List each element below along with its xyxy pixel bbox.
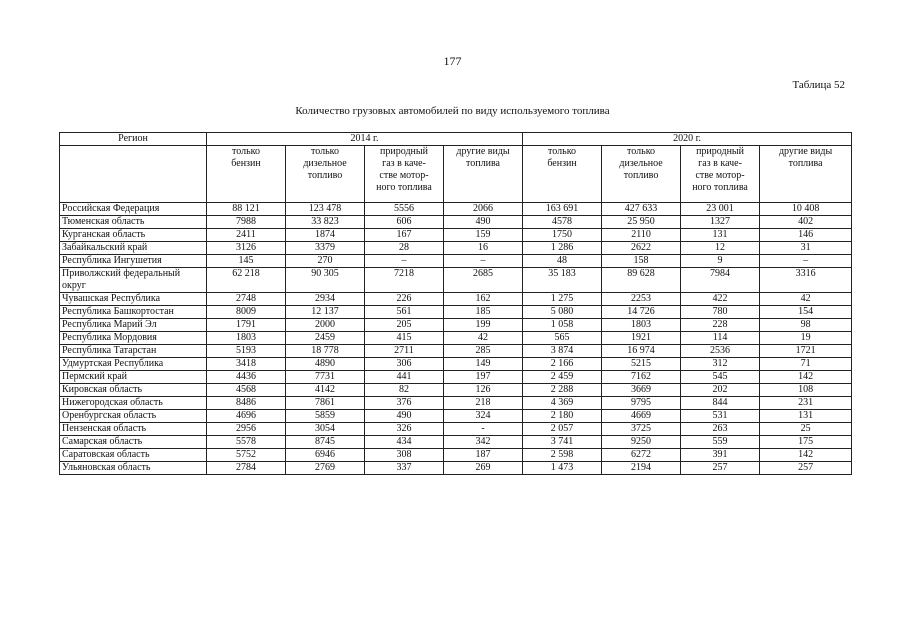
value-cell: 9250 bbox=[602, 436, 681, 449]
value-cell: 3316 bbox=[760, 268, 852, 293]
col-header-diesel: только дизельное топливо bbox=[286, 146, 365, 203]
header-year-2014: 2014 г. bbox=[207, 133, 523, 146]
value-cell: 6946 bbox=[286, 449, 365, 462]
value-cell: 5 080 bbox=[523, 306, 602, 319]
value-cell: 2 166 bbox=[523, 358, 602, 371]
value-cell: 285 bbox=[444, 345, 523, 358]
table-row bbox=[60, 216, 852, 229]
header-region-blank bbox=[60, 146, 207, 203]
value-cell: 2110 bbox=[602, 229, 681, 242]
value-cell: 427 633 bbox=[602, 203, 681, 216]
value-cell: 2685 bbox=[444, 268, 523, 293]
region-cell: Тюменская область bbox=[60, 216, 207, 229]
value-cell: 780 bbox=[681, 306, 760, 319]
value-cell: 4696 bbox=[207, 410, 286, 423]
value-cell: 131 bbox=[760, 410, 852, 423]
value-cell: 2622 bbox=[602, 242, 681, 255]
value-cell: 71 bbox=[760, 358, 852, 371]
table-row bbox=[60, 332, 852, 345]
value-cell: 565 bbox=[523, 332, 602, 345]
table-row bbox=[60, 462, 852, 475]
value-cell: 7988 bbox=[207, 216, 286, 229]
value-cell: 326 bbox=[365, 423, 444, 436]
table-row bbox=[60, 203, 852, 216]
value-cell: 2 598 bbox=[523, 449, 602, 462]
region-cell: Республика Башкортостан bbox=[60, 306, 207, 319]
value-cell: 270 bbox=[286, 255, 365, 268]
region-cell: Приволжский федеральный округ bbox=[60, 268, 207, 293]
value-cell: 3126 bbox=[207, 242, 286, 255]
value-cell: 23 001 bbox=[681, 203, 760, 216]
value-cell: 3669 bbox=[602, 384, 681, 397]
value-cell: 4890 bbox=[286, 358, 365, 371]
value-cell: 490 bbox=[444, 216, 523, 229]
value-cell: 1 473 bbox=[523, 462, 602, 475]
value-cell: 14 726 bbox=[602, 306, 681, 319]
table-row bbox=[60, 397, 852, 410]
value-cell: 33 823 bbox=[286, 216, 365, 229]
value-cell: 163 691 bbox=[523, 203, 602, 216]
region-cell: Курганская область bbox=[60, 229, 207, 242]
value-cell: 2066 bbox=[444, 203, 523, 216]
value-cell: 10 408 bbox=[760, 203, 852, 216]
table-row bbox=[60, 371, 852, 384]
value-cell: 490 bbox=[365, 410, 444, 423]
table-row bbox=[60, 229, 852, 242]
region-cell: Республика Марий Эл bbox=[60, 319, 207, 332]
value-cell: 391 bbox=[681, 449, 760, 462]
col-header-gasoline: только бензин bbox=[523, 146, 602, 203]
value-cell: 531 bbox=[681, 410, 760, 423]
value-cell: 2459 bbox=[286, 332, 365, 345]
value-cell: 2 459 bbox=[523, 371, 602, 384]
value-cell: 263 bbox=[681, 423, 760, 436]
value-cell: 145 bbox=[207, 255, 286, 268]
value-cell: 8009 bbox=[207, 306, 286, 319]
value-cell: – bbox=[365, 255, 444, 268]
fuel-table bbox=[59, 132, 852, 475]
region-cell: Нижегородская область bbox=[60, 397, 207, 410]
value-cell: 159 bbox=[444, 229, 523, 242]
value-cell: 131 bbox=[681, 229, 760, 242]
table-row bbox=[60, 384, 852, 397]
value-cell: 312 bbox=[681, 358, 760, 371]
value-cell: 1750 bbox=[523, 229, 602, 242]
value-cell: 6272 bbox=[602, 449, 681, 462]
value-cell: 19 bbox=[760, 332, 852, 345]
table-row bbox=[60, 410, 852, 423]
value-cell: 146 bbox=[760, 229, 852, 242]
region-cell: Республика Татарстан bbox=[60, 345, 207, 358]
value-cell: 4568 bbox=[207, 384, 286, 397]
value-cell: 89 628 bbox=[602, 268, 681, 293]
table-row bbox=[60, 358, 852, 371]
value-cell: 226 bbox=[365, 293, 444, 306]
col-header-diesel: только дизельное топливо bbox=[602, 146, 681, 203]
region-cell: Оренбургская область bbox=[60, 410, 207, 423]
value-cell: 2253 bbox=[602, 293, 681, 306]
region-cell: Республика Мордовия bbox=[60, 332, 207, 345]
value-cell: 205 bbox=[365, 319, 444, 332]
value-cell: 231 bbox=[760, 397, 852, 410]
value-cell: 3725 bbox=[602, 423, 681, 436]
col-header-other: другие виды топлива bbox=[444, 146, 523, 203]
value-cell: 7731 bbox=[286, 371, 365, 384]
value-cell: 3 741 bbox=[523, 436, 602, 449]
region-cell: Пензенская область bbox=[60, 423, 207, 436]
header-region: Регион bbox=[60, 133, 207, 146]
value-cell: 114 bbox=[681, 332, 760, 345]
table-label: Таблица 52 bbox=[792, 79, 845, 91]
value-cell: 1327 bbox=[681, 216, 760, 229]
value-cell: 5556 bbox=[365, 203, 444, 216]
value-cell: 42 bbox=[444, 332, 523, 345]
value-cell: 202 bbox=[681, 384, 760, 397]
value-cell: 185 bbox=[444, 306, 523, 319]
value-cell: 5578 bbox=[207, 436, 286, 449]
value-cell: 187 bbox=[444, 449, 523, 462]
value-cell: 5752 bbox=[207, 449, 286, 462]
value-cell: 308 bbox=[365, 449, 444, 462]
region-cell: Удмуртская Республика bbox=[60, 358, 207, 371]
region-cell: Саратовская область bbox=[60, 449, 207, 462]
region-cell: Пермский край bbox=[60, 371, 207, 384]
value-cell: 2748 bbox=[207, 293, 286, 306]
value-cell: 2769 bbox=[286, 462, 365, 475]
value-cell: 1874 bbox=[286, 229, 365, 242]
table-row bbox=[60, 345, 852, 358]
value-cell: 337 bbox=[365, 462, 444, 475]
value-cell: 606 bbox=[365, 216, 444, 229]
value-cell: 1 058 bbox=[523, 319, 602, 332]
value-cell: 31 bbox=[760, 242, 852, 255]
value-cell: 12 bbox=[681, 242, 760, 255]
value-cell: - bbox=[444, 423, 523, 436]
table-row bbox=[60, 436, 852, 449]
value-cell: 62 218 bbox=[207, 268, 286, 293]
value-cell: 415 bbox=[365, 332, 444, 345]
table-row bbox=[60, 255, 852, 268]
value-cell: 16 bbox=[444, 242, 523, 255]
value-cell: 1721 bbox=[760, 345, 852, 358]
value-cell: 158 bbox=[602, 255, 681, 268]
region-cell: Чувашская Республика bbox=[60, 293, 207, 306]
value-cell: 2784 bbox=[207, 462, 286, 475]
value-cell: 228 bbox=[681, 319, 760, 332]
value-cell: 2 288 bbox=[523, 384, 602, 397]
table-row bbox=[60, 268, 852, 293]
value-cell: 342 bbox=[444, 436, 523, 449]
value-cell: 2411 bbox=[207, 229, 286, 242]
value-cell: 561 bbox=[365, 306, 444, 319]
value-cell: 4 369 bbox=[523, 397, 602, 410]
table-row bbox=[60, 423, 852, 436]
value-cell: 142 bbox=[760, 449, 852, 462]
value-cell: 2536 bbox=[681, 345, 760, 358]
value-cell: 7984 bbox=[681, 268, 760, 293]
region-cell: Забайкальский край bbox=[60, 242, 207, 255]
col-header-natural-gas: природный газ в каче- стве мотор- ного топлива bbox=[681, 146, 760, 203]
value-cell: 35 183 bbox=[523, 268, 602, 293]
value-cell: 12 137 bbox=[286, 306, 365, 319]
value-cell: 16 974 bbox=[602, 345, 681, 358]
value-cell: 108 bbox=[760, 384, 852, 397]
value-cell: 2000 bbox=[286, 319, 365, 332]
value-cell: 3418 bbox=[207, 358, 286, 371]
table-row bbox=[60, 242, 852, 255]
table-row bbox=[60, 319, 852, 332]
value-cell: 5859 bbox=[286, 410, 365, 423]
value-cell: 197 bbox=[444, 371, 523, 384]
region-cell: Российская Федерация bbox=[60, 203, 207, 216]
value-cell: 3054 bbox=[286, 423, 365, 436]
value-cell: 2 180 bbox=[523, 410, 602, 423]
header-year-2020: 2020 г. bbox=[523, 133, 852, 146]
value-cell: 545 bbox=[681, 371, 760, 384]
page-number: 177 bbox=[443, 54, 462, 68]
value-cell: 28 bbox=[365, 242, 444, 255]
value-cell: 126 bbox=[444, 384, 523, 397]
value-cell: 48 bbox=[523, 255, 602, 268]
value-cell: 1 286 bbox=[523, 242, 602, 255]
value-cell: 4436 bbox=[207, 371, 286, 384]
table-row bbox=[60, 306, 852, 319]
table-title: Количество грузовых автомобилей по виду используемого топлива bbox=[295, 105, 610, 117]
value-cell: 7162 bbox=[602, 371, 681, 384]
value-cell: 3379 bbox=[286, 242, 365, 255]
value-cell: 7218 bbox=[365, 268, 444, 293]
value-cell: 25 bbox=[760, 423, 852, 436]
value-cell: 441 bbox=[365, 371, 444, 384]
value-cell: 1921 bbox=[602, 332, 681, 345]
value-cell: 1803 bbox=[207, 332, 286, 345]
value-cell: 257 bbox=[681, 462, 760, 475]
value-cell: 402 bbox=[760, 216, 852, 229]
value-cell: – bbox=[444, 255, 523, 268]
value-cell: 2711 bbox=[365, 345, 444, 358]
value-cell: 175 bbox=[760, 436, 852, 449]
value-cell: 7861 bbox=[286, 397, 365, 410]
value-cell: 9 bbox=[681, 255, 760, 268]
value-cell: 559 bbox=[681, 436, 760, 449]
col-header-natural-gas: природный газ в каче- стве мотор- ного топлива bbox=[365, 146, 444, 203]
value-cell: 9795 bbox=[602, 397, 681, 410]
value-cell: 422 bbox=[681, 293, 760, 306]
value-cell: 269 bbox=[444, 462, 523, 475]
value-cell: 1803 bbox=[602, 319, 681, 332]
value-cell: 18 778 bbox=[286, 345, 365, 358]
col-header-gasoline: только бензин bbox=[207, 146, 286, 203]
value-cell: 90 305 bbox=[286, 268, 365, 293]
region-cell: Самарская область bbox=[60, 436, 207, 449]
value-cell: 82 bbox=[365, 384, 444, 397]
value-cell: 218 bbox=[444, 397, 523, 410]
value-cell: 42 bbox=[760, 293, 852, 306]
value-cell: 8745 bbox=[286, 436, 365, 449]
value-cell: 2956 bbox=[207, 423, 286, 436]
value-cell: 376 bbox=[365, 397, 444, 410]
value-cell: 306 bbox=[365, 358, 444, 371]
value-cell: 123 478 bbox=[286, 203, 365, 216]
value-cell: 324 bbox=[444, 410, 523, 423]
value-cell: 844 bbox=[681, 397, 760, 410]
value-cell: 434 bbox=[365, 436, 444, 449]
value-cell: 2194 bbox=[602, 462, 681, 475]
value-cell: 167 bbox=[365, 229, 444, 242]
value-cell: 25 950 bbox=[602, 216, 681, 229]
value-cell: 8486 bbox=[207, 397, 286, 410]
value-cell: 1791 bbox=[207, 319, 286, 332]
col-header-other: другие виды топлива bbox=[760, 146, 852, 203]
value-cell: 154 bbox=[760, 306, 852, 319]
value-cell: 162 bbox=[444, 293, 523, 306]
value-cell: 2 057 bbox=[523, 423, 602, 436]
table-row bbox=[60, 449, 852, 462]
region-cell: Ульяновская область bbox=[60, 462, 207, 475]
value-cell: 4578 bbox=[523, 216, 602, 229]
value-cell: 2934 bbox=[286, 293, 365, 306]
value-cell: 1 275 bbox=[523, 293, 602, 306]
value-cell: 149 bbox=[444, 358, 523, 371]
value-cell: – bbox=[760, 255, 852, 268]
value-cell: 4669 bbox=[602, 410, 681, 423]
value-cell: 5193 bbox=[207, 345, 286, 358]
region-cell: Кировская область bbox=[60, 384, 207, 397]
value-cell: 88 121 bbox=[207, 203, 286, 216]
value-cell: 98 bbox=[760, 319, 852, 332]
value-cell: 142 bbox=[760, 371, 852, 384]
value-cell: 5215 bbox=[602, 358, 681, 371]
value-cell: 4142 bbox=[286, 384, 365, 397]
value-cell: 3 874 bbox=[523, 345, 602, 358]
region-cell: Республика Ингушетия bbox=[60, 255, 207, 268]
table-row bbox=[60, 293, 852, 306]
value-cell: 257 bbox=[760, 462, 852, 475]
value-cell: 199 bbox=[444, 319, 523, 332]
